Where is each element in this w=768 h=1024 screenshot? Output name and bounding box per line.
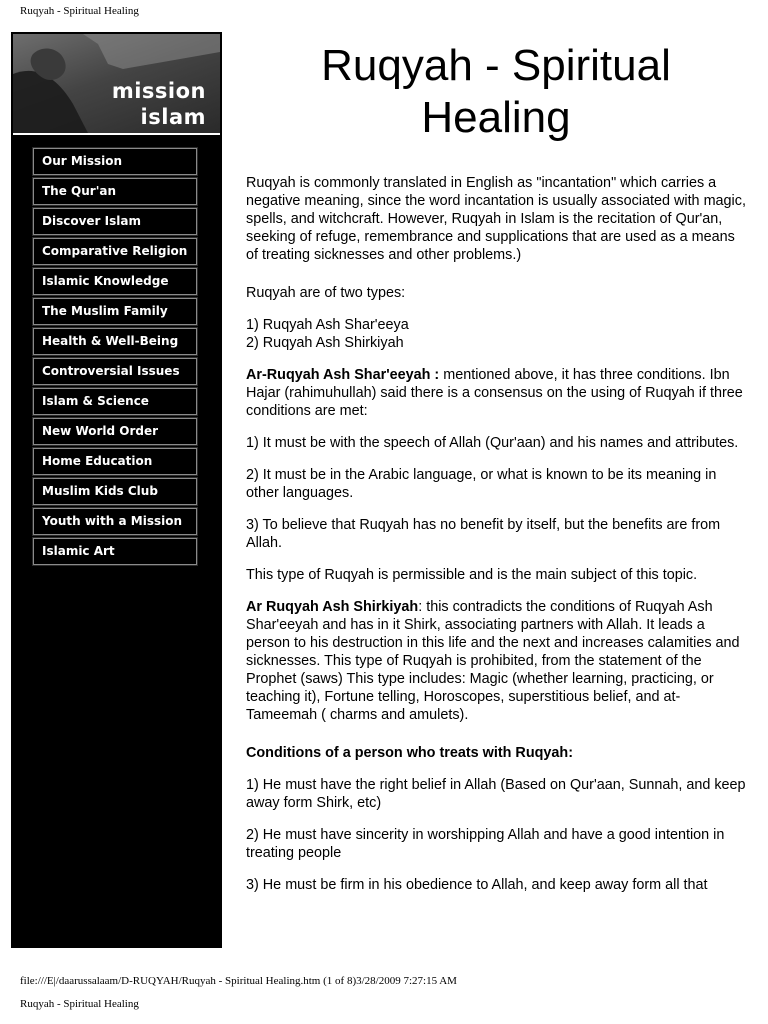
healer-heading — [246, 744, 746, 762]
page-title-line2: Healing — [421, 93, 571, 142]
nav-item-islamic-art[interactable]: Islamic Art — [33, 538, 197, 565]
nav-item-our-mission[interactable]: Our Mission — [33, 148, 197, 175]
nav-item-controversial-issues[interactable]: Controversial Issues — [33, 358, 197, 385]
intro-paragraph: Ruqyah is commonly translated in English as "incantation" which carries a negative meaning, since the word incantation is usually associated with magic, spells, and witchcraft. However, Ruqyah in Islam is the recitation of Qur'an, seeking of refuge, remembrance and supplications that are used as a means of treating sicknesses and other problems.) — [246, 175, 746, 263]
sharia-text: mentioned above, it has three conditions. Ibn Hajar (rahimuhullah) said there is a consensus on the using of Ruqyah if three conditions are met: — [246, 367, 743, 419]
shirk-paragraph — [246, 598, 746, 724]
condition-2: 2) It must be in the Arabic language, or what is known to be its meaning in other languages. — [246, 467, 717, 501]
print-header-title: Ruqyah - Spiritual Healing — [20, 5, 139, 17]
nav-item-comparative-religion[interactable]: Comparative Religion — [33, 238, 197, 265]
article-body — [246, 174, 746, 908]
shirk-heading: Ar Ruqyah Ash Shirkiyah — [246, 599, 419, 615]
mission-islam-banner[interactable] — [13, 34, 220, 135]
nav-item-islam-science[interactable]: Islam & Science — [33, 388, 197, 415]
banner-line2: islam — [140, 105, 206, 129]
healer-condition-1: 1) He must have the right belief in Allah (Based on Qur'aan, Sunnah, and keep away form Shirk, etc) — [246, 777, 746, 811]
permissible-note: This type of Ruqyah is permissible and is the main subject of this topic. — [246, 567, 698, 583]
healer-heading-text: Conditions of a person who treats with Ruqyah: — [246, 745, 573, 761]
nav-item-islamic-knowledge[interactable]: Islamic Knowledge — [33, 268, 197, 295]
sidebar — [11, 32, 222, 948]
page-title — [246, 40, 746, 144]
sharia-heading: Ar-Ruqyah Ash Shar'eeyah : — [246, 367, 440, 383]
banner-line1: mission — [111, 79, 206, 103]
nav-item-youth-with-a-mission[interactable]: Youth with a Mission — [33, 508, 197, 535]
type-item-2: 2) Ruqyah Ash Shirkiyah — [246, 335, 404, 351]
nav-item-home-education[interactable]: Home Education — [33, 448, 197, 475]
nav-item-muslim-family[interactable]: The Muslim Family — [33, 298, 197, 325]
page-title-line1: Ruqyah - Spiritual — [321, 41, 671, 90]
nav-item-new-world-order[interactable]: New World Order — [33, 418, 197, 445]
type-item-1: 1) Ruqyah Ash Shar'eeya — [246, 317, 409, 333]
shirk-text: : this contradicts the conditions of Ruqyah Ash Shar'eeyah and has in it Shirk, associating partners with Allah. It leads a person to his destruction in this life and the next and increases calamities and sicknesses. This type of Ruqyah is prohibited, from the statement of the Prophet (saws) This type includes: Magic (whether learning, practicing, or teaching it), Fortune telling, Horoscopes, superstitious belief, and at-Tameemah ( charms and amulets). — [246, 599, 740, 723]
sharia-paragraph — [246, 366, 746, 420]
condition-3: 3) To believe that Ruqyah has no benefit by itself, but the benefits are from Allah. — [246, 517, 721, 551]
banner-text — [112, 78, 206, 130]
nav-menu — [33, 148, 199, 568]
types-intro: Ruqyah are of two types: — [246, 285, 406, 301]
nav-item-muslim-kids-club[interactable]: Muslim Kids Club — [33, 478, 197, 505]
nav-item-the-quran[interactable]: The Qur'an — [33, 178, 197, 205]
condition-1: 1) It must be with the speech of Allah (Qur'aan) and his names and attributes. — [246, 435, 739, 451]
print-footer-file-path: file:///E|/daarussalaam/D-RUQYAH/Ruqyah - Spiritual Healing.htm (1 of 8)3/28/2009 7:27:15 AM — [20, 975, 457, 987]
types-list — [246, 316, 746, 352]
nav-item-discover-islam[interactable]: Discover Islam — [33, 208, 197, 235]
nav-item-health-well-being[interactable]: Health & Well-Being — [33, 328, 197, 355]
healer-condition-3: 3) He must be firm in his obedience to Allah, and keep away form all that — [246, 877, 708, 893]
print-footer-title: Ruqyah - Spiritual Healing — [20, 998, 139, 1010]
healer-condition-2: 2) He must have sincerity in worshipping Allah and have a good intention in treating people — [246, 827, 725, 861]
